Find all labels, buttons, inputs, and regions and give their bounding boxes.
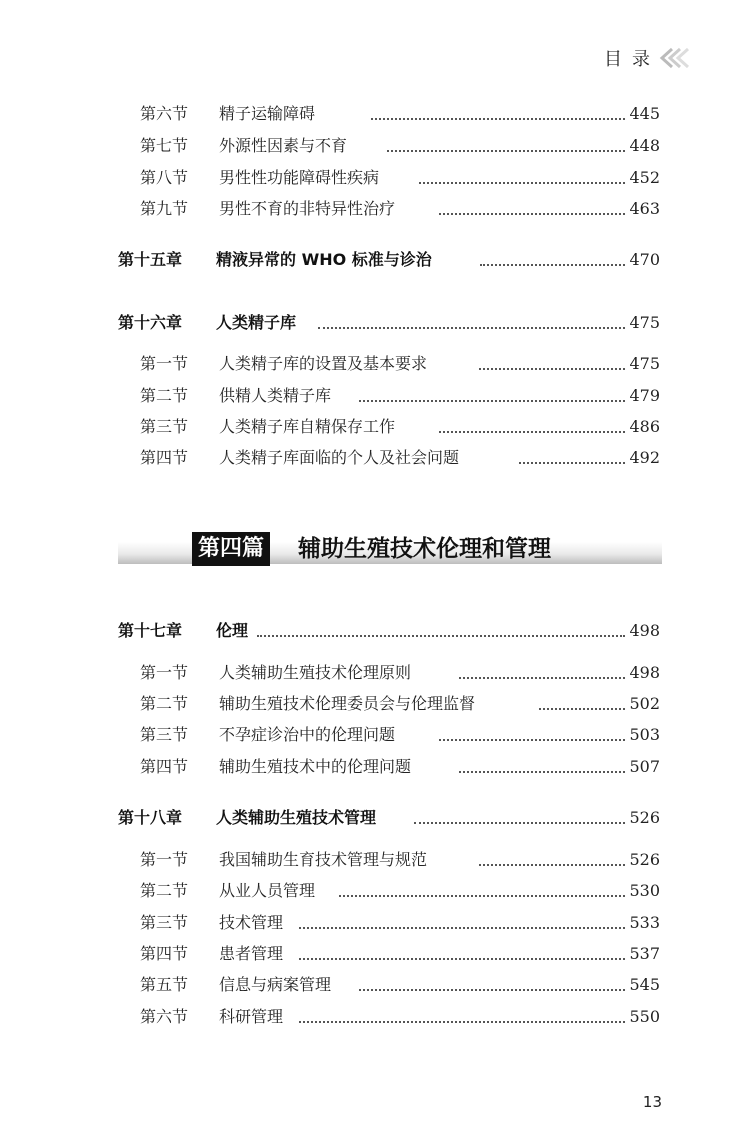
part-title: 辅助生殖技术伦理和管理	[298, 536, 551, 562]
toc-chapter-entry[interactable]	[0, 616, 730, 646]
page-ref: 526	[629, 808, 660, 827]
toc-entry[interactable]	[0, 163, 730, 193]
section-title: 外源性因素与不育	[219, 136, 348, 155]
dot-leader	[537, 689, 660, 719]
part-label: 第四篇	[192, 532, 270, 566]
page-ref: 479	[629, 386, 660, 405]
section-title: 从业人员管理	[219, 881, 316, 900]
section-title: 辅助生殖技术伦理委员会与伦理监督	[219, 694, 476, 713]
page-ref: 486	[629, 417, 660, 436]
page-ref: 475	[629, 313, 660, 332]
toc-entry[interactable]	[0, 908, 730, 938]
dot-leader	[297, 1002, 660, 1032]
part-banner	[118, 532, 662, 566]
chapter-number: 第十六章	[118, 313, 183, 332]
toc-entry[interactable]	[0, 845, 730, 875]
section-title: 我国辅助生育技术管理与规范	[219, 850, 428, 869]
dot-leader	[255, 616, 660, 646]
chapter-number: 第十八章	[118, 808, 183, 827]
dot-leader	[412, 803, 660, 833]
section-number: 第三节	[140, 417, 189, 436]
section-number: 第四节	[140, 757, 189, 776]
dot-leader	[478, 245, 660, 275]
dot-leader	[437, 720, 660, 750]
section-number: 第一节	[140, 850, 189, 869]
section-number: 第六节	[140, 1007, 189, 1026]
toc-entry[interactable]	[0, 720, 730, 750]
dot-leader	[437, 194, 660, 224]
section-number: 第七节	[140, 136, 189, 155]
dot-leader	[385, 131, 660, 161]
section-title: 技术管理	[219, 913, 284, 932]
section-title: 人类精子库面临的个人及社会问题	[219, 448, 460, 467]
section-title: 信息与病案管理	[219, 975, 332, 994]
dot-leader	[357, 970, 660, 1000]
dot-leader	[477, 349, 660, 379]
section-title: 不孕症诊治中的伦理问题	[219, 725, 396, 744]
section-number: 第八节	[140, 168, 189, 187]
section-title: 精子运输障碍	[219, 104, 316, 123]
page-ref: 530	[629, 881, 660, 900]
section-number: 第二节	[140, 881, 189, 900]
toc-entry[interactable]	[0, 658, 730, 688]
dot-leader	[417, 163, 660, 193]
section-title: 科研管理	[219, 1007, 284, 1026]
header-title: 目录	[604, 49, 660, 70]
toc-entry[interactable]	[0, 349, 730, 379]
section-number: 第二节	[140, 386, 189, 405]
dot-leader	[437, 412, 660, 442]
chapter-title: 人类精子库	[216, 313, 297, 332]
toc-entry[interactable]	[0, 381, 730, 411]
page-ref: 463	[629, 199, 660, 218]
dot-leader	[457, 752, 660, 782]
dot-leader	[357, 381, 660, 411]
section-number: 第六节	[140, 104, 189, 123]
dot-leader	[457, 658, 660, 688]
toc-entry[interactable]	[0, 412, 730, 442]
dot-leader	[297, 908, 660, 938]
toc-entry[interactable]	[0, 1002, 730, 1032]
section-title: 辅助生殖技术中的伦理问题	[219, 757, 412, 776]
section-number: 第三节	[140, 725, 189, 744]
toc-entry[interactable]	[0, 194, 730, 224]
chapter-title: 人类辅助生殖技术管理	[216, 808, 377, 827]
chapter-number: 第十五章	[118, 250, 183, 269]
page-ref: 452	[629, 168, 660, 187]
page-ref: 502	[629, 694, 660, 713]
section-title: 男性性功能障碍性疾病	[219, 168, 380, 187]
toc-entry[interactable]	[0, 443, 730, 473]
section-title: 人类精子库的设置及基本要求	[219, 354, 428, 373]
page-ref: 448	[629, 136, 660, 155]
page-ref: 492	[629, 448, 660, 467]
chapter-number: 第十七章	[118, 621, 183, 640]
toc-chapter-entry[interactable]	[0, 308, 730, 338]
running-header	[604, 44, 660, 72]
page-ref: 550	[629, 1007, 660, 1026]
toc-entry[interactable]	[0, 99, 730, 129]
section-title: 人类辅助生殖技术伦理原则	[219, 663, 412, 682]
dot-leader	[517, 443, 660, 473]
section-number: 第五节	[140, 975, 189, 994]
dot-leader	[297, 939, 660, 969]
section-number: 第一节	[140, 663, 189, 682]
page-ref: 445	[629, 104, 660, 123]
page-number: 13	[642, 1093, 662, 1111]
toc-entry[interactable]	[0, 876, 730, 906]
page-ref: 475	[629, 354, 660, 373]
page-ref: 537	[629, 944, 660, 963]
dot-leader	[337, 876, 660, 906]
section-title: 供精人类精子库	[219, 386, 332, 405]
section-number: 第九节	[140, 199, 189, 218]
page-ref: 503	[629, 725, 660, 744]
toc-chapter-entry[interactable]	[0, 803, 730, 833]
section-title: 患者管理	[219, 944, 284, 963]
page-ref: 545	[629, 975, 660, 994]
section-number: 第一节	[140, 354, 189, 373]
chapter-title: 精液异常的 WHO 标准与诊治	[216, 250, 432, 269]
toc-entry[interactable]	[0, 752, 730, 782]
section-number: 第二节	[140, 694, 189, 713]
dot-leader	[477, 845, 660, 875]
toc-entry[interactable]	[0, 131, 730, 161]
dot-leader	[316, 308, 660, 338]
section-number: 第四节	[140, 448, 189, 467]
double-chevron-left-icon	[658, 46, 690, 70]
toc-entry[interactable]	[0, 939, 730, 969]
toc-chapter-entry[interactable]	[0, 245, 730, 275]
page-ref: 526	[629, 850, 660, 869]
section-title: 人类精子库自精保存工作	[219, 417, 396, 436]
page-ref: 533	[629, 913, 660, 932]
page-ref: 507	[629, 757, 660, 776]
section-number: 第三节	[140, 913, 189, 932]
toc-entry[interactable]	[0, 689, 730, 719]
section-title: 男性不育的非特异性治疗	[219, 199, 396, 218]
chapter-title: 伦理	[216, 621, 249, 640]
toc-entry[interactable]	[0, 970, 730, 1000]
page-ref: 470	[629, 250, 660, 269]
dot-leader	[369, 99, 660, 129]
page-ref: 498	[629, 621, 660, 640]
section-number: 第四节	[140, 944, 189, 963]
page-ref: 498	[629, 663, 660, 682]
